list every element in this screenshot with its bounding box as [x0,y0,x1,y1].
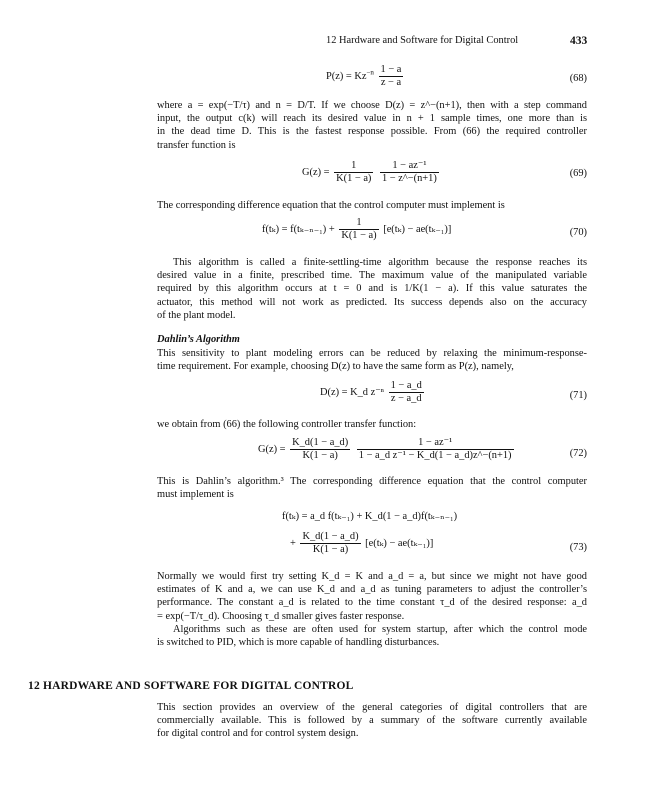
eq68-fraction: $\frac{1 - a}{z - a}$ [380,64,402,88]
equation-number-68: (68) [569,73,587,84]
text-line: = exp(−T/τ_d). Choosing τ_d smaller gives faster response. [157,610,405,622]
text-line: where a = exp(−T/τ) and n = D/T. If we choose D(z) = z^−(n+1), then with a step command [157,100,587,111]
page-number: 433 [570,35,588,47]
equation-number-73: (73) [569,542,587,553]
text-line: we obtain from (66) the following controller transfer function: [157,419,417,430]
paragraph-1 [157,99,587,152]
text-line: time requirement. For example, choosing D(z) to have the same form as P(z), namely, [157,361,514,373]
paragraph-2 [157,199,587,212]
equation-70: f(tₖ) = f(tₖ₋ₙ₋₁) + $\frac{1}{K(1 - a)}$ [e(tₖ) − ae(tₖ₋₁)] [262,217,452,241]
text-line: This algorithm is called a finite-settling-time algorithm because the response reaches its [173,257,587,268]
text-line: This is Dahlin’s algorithm.³ The corresponding difference equation that the control computer [157,476,587,487]
text-line: must implement is [157,489,234,501]
equation-73-line-1: f(tₖ) = a_d f(tₖ₋₁) + K_d(1 − a_d)f(tₖ₋ₙ₋₁) [282,511,458,522]
text-line: required by this algorithm occurs at t = 0 and is 1/K(1 − a). If this value saturates the [157,283,587,295]
text-line: commercially available. This is followed by a summary of the software currently available [157,715,587,727]
paragraph-7 [157,570,587,649]
text-line: for digital control and for control system design. [157,728,359,740]
text-line: in the dead time D. This is the fastest response possible. From (66) the required controller [157,126,587,138]
text-line: Normally we would first try setting K_d = K and a_d = a, but since we might not have good [157,571,587,582]
text-line: This sensitivity to plant modeling errors can be reduced by relaxing the minimum-response- [157,348,587,359]
paragraph-4 [157,347,587,373]
section-heading: 12 HARDWARE AND SOFTWARE FOR DIGITAL CONTROL [28,680,354,692]
paragraph-6 [157,475,587,501]
text-line: of the plant model. [157,309,236,321]
equation-68: $P(z) = Kz^{-n}$ $\frac{1 - a}{z - a}$ [326,64,402,88]
equation-number-71: (71) [569,390,587,401]
equation-number-72: (72) [569,448,587,459]
equation-71: D(z) = K_d z⁻ⁿ $\frac{1 - a\_d}{z - a\_d}$ [320,380,422,404]
text-line: desired value in a finite, prescribed time. The maximum value of the manipulated variable [157,270,587,282]
text-line: actuator, this method will not work as predicted. Its success depends also on the accuracy [157,296,587,308]
text-line: The corresponding difference equation that the control computer must implement is [157,200,505,211]
paragraph-8 [157,701,587,741]
equation-number-69: (69) [569,168,587,179]
equation-number-70: (70) [569,227,587,238]
equation-72: G(z) = $\frac{K\_d(1 - a\_d)}{K(1 - a)}$ $\frac{\text{1 − az⁻¹}}{\text{1 − a\_d z⁻¹ − K\_d(1 − a\_d)z\textasciicircum{}−(n+1)}}$ [258,437,512,461]
text-line: Algorithms such as these are often used for system startup, after which the control mode [173,623,587,635]
equation-69: G(z) = $\frac{1}{K(1 - a)}$ $\frac{\text{1 − az⁻¹}}{1 - z\^{}-(n+1)}$ [302,160,437,184]
text-line: This section provides an overview of the general categories of digital controllers that are [157,702,587,713]
text-line: input, the output c(k) will reach its desired value in n + 1 sample times, one more than is [157,113,587,125]
running-head: 12 Hardware and Software for Digital Control [326,35,519,46]
text-line: transfer function is [157,139,236,151]
text-line: performance. The constant a_d is related to the time constant τ_d of the desired response: a_d [157,597,587,609]
paragraph-5 [157,418,587,431]
text-line: estimates of K and a, we can use K_d and a_d as tuning parameters to adjust the controller’s [157,584,587,596]
subheading-dahlin: Dahlin’s Algorithm [157,334,240,345]
equation-73-line-2: + $\frac{K\_d(1 - a\_d)}{K(1 - a)}$ [e(tₖ) − ae(tₖ₋₁)] [290,531,434,555]
text-line: is switched to PID, which is more capable of handling disturbances. [157,636,440,648]
paragraph-3 [157,256,587,322]
